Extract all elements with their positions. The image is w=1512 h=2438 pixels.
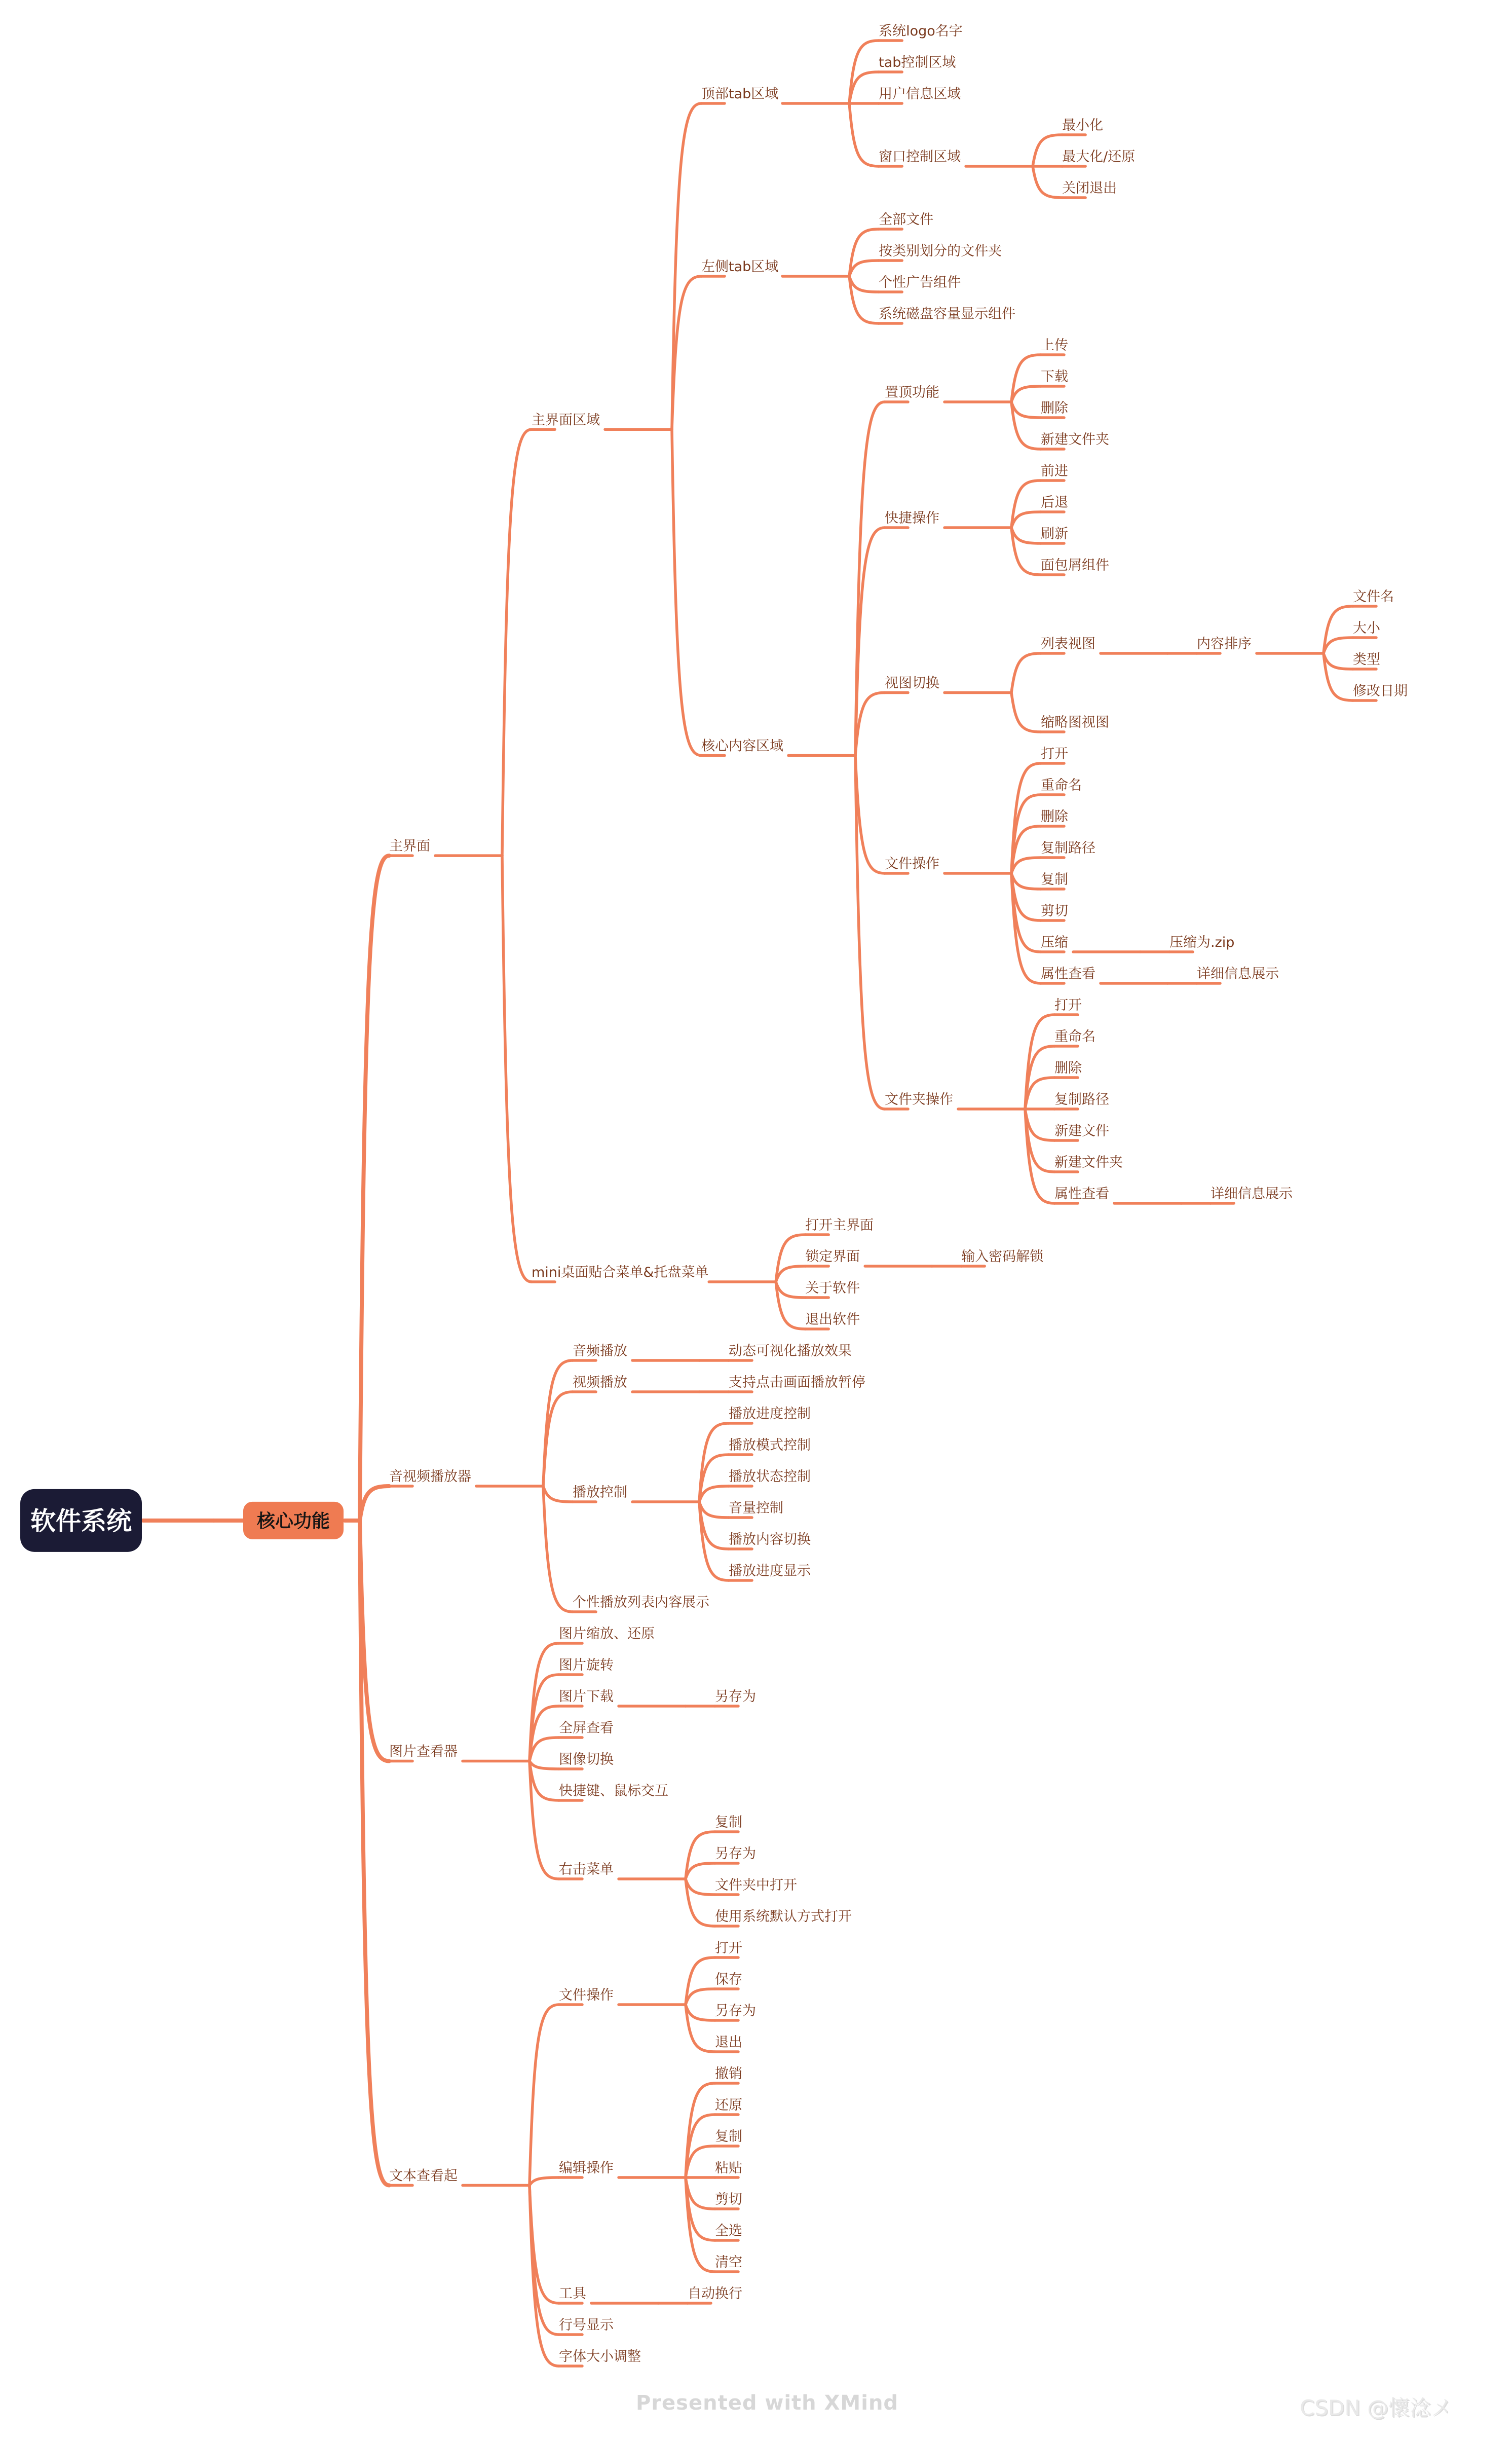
topic-label[interactable]: 图片查看器 xyxy=(389,1744,458,1760)
primary-topic-label[interactable]: 核心功能 xyxy=(256,1510,330,1532)
topic-label[interactable]: 新建文件 xyxy=(1054,1123,1109,1139)
topic-label[interactable]: 删除 xyxy=(1041,400,1068,416)
topic-label[interactable]: 复制 xyxy=(715,2129,742,2145)
branch-line xyxy=(530,1761,559,1769)
branch-line xyxy=(686,1989,715,2005)
branch-line xyxy=(855,756,885,874)
topic-label[interactable]: 后退 xyxy=(1041,495,1068,510)
topic-label[interactable]: 主界面区域 xyxy=(532,412,600,428)
topic-label[interactable]: 编辑操作 xyxy=(559,2160,614,2176)
topic-label[interactable]: 核心内容区域 xyxy=(701,738,783,754)
branch-line xyxy=(699,1423,729,1502)
branch-line xyxy=(686,1879,715,1895)
topic-label[interactable]: 缩略图视图 xyxy=(1041,715,1109,730)
branch-line xyxy=(502,429,532,856)
topic-label[interactable]: 最大化/还原 xyxy=(1062,149,1136,165)
topic-label[interactable]: tab控制区域 xyxy=(879,55,956,70)
topic-label[interactable]: 图像切换 xyxy=(559,1752,614,1767)
central-topic-label[interactable]: 软件系统 xyxy=(30,1506,132,1536)
branch-line xyxy=(672,103,701,429)
branch-line xyxy=(849,72,879,103)
topic-label[interactable]: 清空 xyxy=(715,2255,742,2270)
branch-line xyxy=(1011,386,1041,402)
branch-line xyxy=(686,2005,715,2020)
topic-label[interactable]: 主界面 xyxy=(389,838,430,855)
branch-line xyxy=(686,2177,715,2209)
topic-label[interactable]: 视频播放 xyxy=(573,1375,627,1390)
topic-label[interactable]: 删除 xyxy=(1054,1060,1082,1076)
branch-line xyxy=(530,2186,559,2367)
topic-label[interactable]: 剪切 xyxy=(715,2192,742,2207)
topic-label[interactable]: 面包屑组件 xyxy=(1041,558,1109,573)
branch-line xyxy=(672,429,701,755)
topic-label[interactable]: 复制 xyxy=(715,1815,742,1830)
topic-label[interactable]: 打开 xyxy=(1054,998,1082,1013)
topic-label[interactable]: 播放状态控制 xyxy=(729,1469,811,1485)
topic-label[interactable]: 左侧tab区域 xyxy=(701,259,779,275)
topic-label[interactable]: 工具 xyxy=(559,2286,586,2302)
branch-line xyxy=(530,2005,559,2186)
branch-line xyxy=(699,1502,729,1580)
branch-line xyxy=(855,402,885,756)
topic-label[interactable]: 按类别划分的文件夹 xyxy=(879,243,1002,259)
topic-label[interactable]: 个性广告组件 xyxy=(879,275,961,290)
topic-label[interactable]: 快捷操作 xyxy=(885,510,939,526)
topic-label[interactable]: 退出 xyxy=(715,2035,742,2050)
topic-label[interactable]: 打开主界面 xyxy=(805,1217,874,1233)
branch-line xyxy=(1025,1109,1054,1140)
topic-label[interactable]: 右击菜单 xyxy=(559,1862,614,1877)
topic-label[interactable]: 内容排序 xyxy=(1197,636,1252,652)
topic-label[interactable]: 文件名 xyxy=(1353,589,1394,605)
branch-line xyxy=(1011,402,1041,418)
topic-label[interactable]: 动态可视化播放效果 xyxy=(729,1343,852,1359)
topic-label[interactable]: 文件操作 xyxy=(559,1987,614,2003)
branch-line xyxy=(1011,858,1041,873)
branch-line xyxy=(360,1521,389,1761)
topic-label[interactable]: 播放控制 xyxy=(573,1485,627,1500)
topic-label[interactable]: 复制路径 xyxy=(1041,840,1095,856)
branch-line xyxy=(1011,653,1041,693)
branch-line xyxy=(672,276,701,429)
branch-line xyxy=(849,103,879,166)
branch-line xyxy=(699,1486,729,1502)
branch-line xyxy=(1011,873,1041,889)
branch-line xyxy=(686,1863,715,1879)
topic-label[interactable]: 播放模式控制 xyxy=(729,1437,811,1453)
topic-label[interactable]: 图片旋转 xyxy=(559,1657,614,1673)
topic-label[interactable]: 快捷键、鼠标交互 xyxy=(559,1783,668,1799)
branch-line xyxy=(1011,512,1041,528)
topic-label[interactable]: 新建文件夹 xyxy=(1041,432,1109,448)
topic-label[interactable]: 个性播放列表内容展示 xyxy=(573,1595,709,1610)
topic-label[interactable]: 音量控制 xyxy=(729,1500,783,1516)
topic-label[interactable]: 打开 xyxy=(1041,746,1068,762)
topic-label[interactable]: 列表视图 xyxy=(1041,636,1095,652)
branch-line xyxy=(502,856,532,1282)
topic-label[interactable]: 播放内容切换 xyxy=(729,1532,811,1547)
topic-label[interactable]: 字体大小调整 xyxy=(559,2349,641,2365)
topic-label[interactable]: 删除 xyxy=(1041,809,1068,825)
topic-label[interactable]: 剪切 xyxy=(1041,903,1068,919)
topic-label[interactable]: 前进 xyxy=(1041,463,1068,479)
topic-label[interactable]: 粘贴 xyxy=(715,2160,742,2176)
branch-line xyxy=(530,2186,559,2335)
branch-line xyxy=(530,1738,559,1761)
topic-label[interactable]: 压缩 xyxy=(1041,935,1068,950)
topic-label[interactable]: 系统logo名字 xyxy=(879,23,963,39)
topic-label[interactable]: 新建文件夹 xyxy=(1054,1155,1123,1170)
csdn-watermark: CSDN @懷淰メ xyxy=(1300,2395,1453,2420)
topic-label[interactable]: 另存为 xyxy=(715,1846,756,1862)
topic-label[interactable]: 锁定界面 xyxy=(805,1249,860,1265)
topic-label[interactable]: 文本查看起 xyxy=(389,2168,458,2184)
topic-label[interactable]: 还原 xyxy=(715,2097,742,2113)
topic-label[interactable]: 另存为 xyxy=(715,1689,756,1705)
branch-line xyxy=(849,261,879,276)
branch-line xyxy=(360,1486,389,1521)
topic-label[interactable]: 类型 xyxy=(1353,652,1380,668)
topic-label[interactable]: 音频播放 xyxy=(573,1343,627,1359)
topic-label[interactable]: 用户信息区域 xyxy=(879,86,961,102)
topic-label[interactable]: 全部文件 xyxy=(879,212,934,228)
topic-label[interactable]: 支持点击画面播放暂停 xyxy=(729,1375,865,1390)
topic-label[interactable]: 详细信息展示 xyxy=(1211,1186,1293,1202)
branch-line xyxy=(776,1282,805,1298)
topic-label[interactable]: 置顶功能 xyxy=(885,385,939,400)
topic-label[interactable]: 顶部tab区域 xyxy=(701,86,779,102)
branch-line xyxy=(1033,166,1062,198)
branch-line xyxy=(530,1643,559,1761)
topic-label[interactable]: 图片下载 xyxy=(559,1689,614,1705)
topic-label[interactable]: 刷新 xyxy=(1041,526,1068,542)
topic-label[interactable]: 撤销 xyxy=(715,2066,742,2082)
branch-line xyxy=(776,1266,805,1282)
topic-label[interactable]: 复制路径 xyxy=(1054,1092,1109,1107)
branch-line xyxy=(1025,1078,1054,1109)
topic-label[interactable]: 图片缩放、还原 xyxy=(559,1626,655,1642)
topic-label[interactable]: 属性查看 xyxy=(1054,1186,1109,1202)
topic-label[interactable]: 播放进度显示 xyxy=(729,1563,811,1579)
topic-label[interactable]: 最小化 xyxy=(1062,118,1104,133)
topic-label[interactable]: 视图切换 xyxy=(885,675,939,691)
topic-label[interactable]: 使用系统默认方式打开 xyxy=(715,1909,852,1925)
branch-line xyxy=(543,1486,573,1612)
topic-label[interactable]: mini桌面贴合菜单&托盘菜单 xyxy=(532,1265,709,1280)
branch-line xyxy=(849,276,879,292)
branch-line xyxy=(686,2146,715,2177)
topic-label[interactable]: 压缩为.zip xyxy=(1169,935,1235,950)
topic-label[interactable]: 复制 xyxy=(1041,872,1068,888)
branch-line xyxy=(1324,638,1353,653)
branch-line xyxy=(855,693,885,756)
topic-label[interactable]: 重命名 xyxy=(1041,778,1082,793)
branch-line xyxy=(360,856,389,1521)
topic-label[interactable]: 自动换行 xyxy=(688,2286,742,2302)
branch-line xyxy=(530,2177,559,2186)
topic-label[interactable]: 行号显示 xyxy=(559,2317,614,2333)
topic-label[interactable]: 下载 xyxy=(1041,369,1068,385)
xmind-watermark: Presented with XMind xyxy=(636,2391,899,2415)
topic-label[interactable]: 另存为 xyxy=(715,2003,756,2019)
topic-label[interactable]: 文件操作 xyxy=(885,856,939,872)
topic-label[interactable]: 大小 xyxy=(1353,620,1380,636)
topic-label[interactable]: 文件夹中打开 xyxy=(715,1877,797,1893)
topic-label[interactable]: 输入密码解锁 xyxy=(961,1249,1044,1265)
topic-label[interactable]: 重命名 xyxy=(1054,1029,1095,1045)
topic-label[interactable]: 全屏查看 xyxy=(559,1720,614,1736)
topic-label[interactable]: 音视频播放器 xyxy=(389,1469,471,1485)
topic-label[interactable]: 属性查看 xyxy=(1041,966,1095,982)
branch-line xyxy=(1324,653,1353,669)
topic-label[interactable]: 全选 xyxy=(715,2223,742,2239)
topic-label[interactable]: 窗口控制区域 xyxy=(879,149,961,165)
topic-label[interactable]: 播放进度控制 xyxy=(729,1406,811,1422)
topic-label[interactable]: 关于软件 xyxy=(805,1280,860,1296)
topic-label[interactable]: 系统磁盘容量显示组件 xyxy=(879,306,1016,322)
branch-line xyxy=(1011,528,1041,543)
branch-line xyxy=(699,1502,729,1518)
topic-label[interactable]: 详细信息展示 xyxy=(1197,966,1279,982)
branch-line xyxy=(543,1486,573,1502)
branch-line xyxy=(1033,135,1062,166)
topic-label[interactable]: 文件夹操作 xyxy=(885,1092,953,1107)
topic-label[interactable]: 关闭退出 xyxy=(1062,180,1117,196)
topic-label[interactable]: 打开 xyxy=(715,1940,742,1956)
topic-label[interactable]: 退出软件 xyxy=(805,1312,860,1327)
branch-line xyxy=(1011,693,1041,732)
topic-label[interactable]: 修改日期 xyxy=(1353,683,1408,699)
topic-label[interactable]: 保存 xyxy=(715,1972,742,1987)
topic-label[interactable]: 上传 xyxy=(1041,338,1068,353)
